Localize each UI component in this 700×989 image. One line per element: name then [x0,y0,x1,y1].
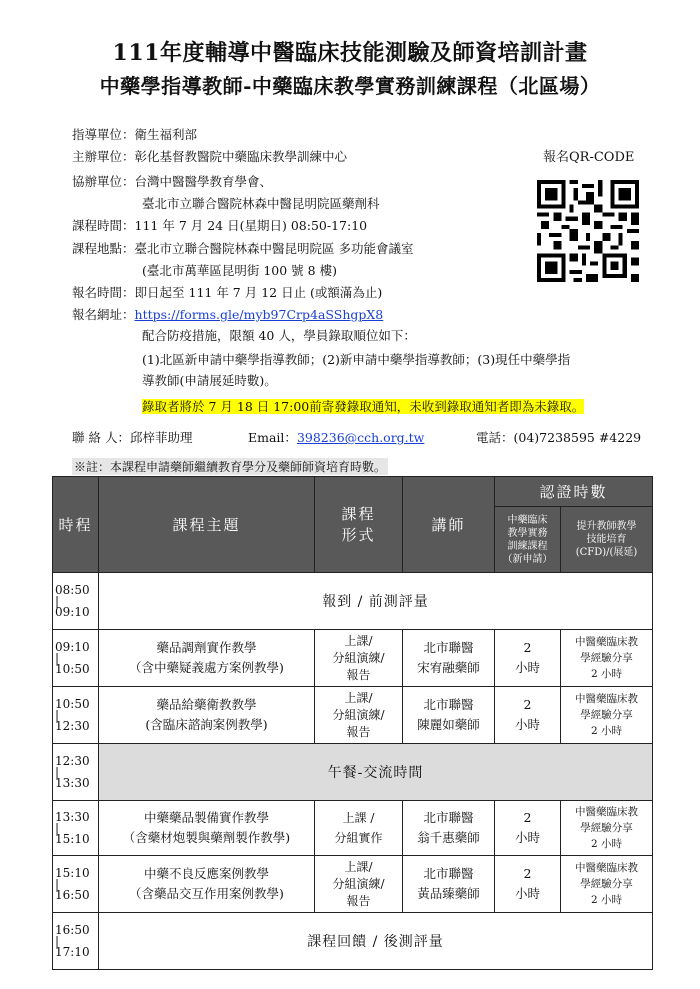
time-end: 12:30 [55,718,90,733]
time-start: 10:50 [55,696,90,711]
hours-unit: 小時 [514,717,540,732]
time-start: 15:10 [55,865,90,880]
format-line-3: 報告 [346,667,371,682]
full-row-label: 報到 / 前測評量 [99,573,653,630]
place-label: 課程地點： [72,241,135,256]
header-cert-new-line-1: 中藥臨床 [507,514,548,526]
hours-unit: 小時 [514,886,540,901]
cfd-line-2: 學經驗分享 [580,709,633,721]
format-line-2: 分組演練/ [332,707,385,722]
header-time: 時程 [53,477,99,573]
time-value: 111 年 7 月 24 日(星期日) 08:50-17:10 [134,218,368,233]
header-format-line-2: 形式 [341,525,376,544]
time-sep: | [55,820,60,835]
time-line [72,216,367,235]
format-cell [315,856,403,913]
header-cert: 認證時數 [495,477,653,507]
signup-url-link[interactable]: https://forms.gle/myb97Crp4aSShgpX8 [134,307,384,322]
place-value: 臺北市立聯合醫院林森中醫昆明院區 多功能會議室 [134,241,414,256]
format-line-1: 上課 / [342,811,375,825]
header-cert-new [495,507,561,573]
cfd-line-3: 2 小時 [590,668,623,680]
format-line-1: 上課/ [344,690,373,705]
format-cell [315,687,403,744]
hours-unit: 小時 [514,830,540,845]
table-row [53,573,653,630]
time-label: 課程時間： [72,218,135,233]
signup-label: 報名時間： [72,285,135,300]
format-line-1: 上課/ [344,859,373,874]
topic-title: 藥品調劑實作教學 [156,640,257,655]
phone-line [476,428,641,447]
time-cell [53,801,99,856]
speaker-org: 北市聯醫 [423,697,474,712]
header-cert-new-line-3: 訓練課程 [507,540,548,552]
time-end: 13:30 [55,775,90,790]
format-line-3: 報告 [346,893,371,908]
time-start: 08:50 [55,582,90,597]
organizer-label: 主辦單位： [72,149,135,164]
cfd-cell [561,856,653,913]
cfd-cell [561,687,653,744]
cfd-cell [561,801,653,856]
signup-value: 即日起至 111 年 7 月 12 日止 (或額滿為止) [134,285,383,300]
speaker-org: 北市聯醫 [423,640,474,655]
phone-label: 電話： [476,430,514,445]
header-topic: 課程主題 [99,477,315,573]
hours-value: 2 [523,866,532,881]
supervisor-label: 指導單位： [72,127,135,142]
organizer-line [72,147,347,166]
supervisor-line [72,125,197,144]
topic-cell [99,856,315,913]
cfd-line-3: 2 小時 [590,725,623,737]
time-start: 09:10 [55,639,90,654]
time-cell [53,744,99,801]
note-text: ※註：本課程申請藥師繼續教育學分及藥師師資培育時數。 [74,460,387,474]
schedule-table [52,476,653,970]
lunch-row-label: 午餐-交流時間 [99,744,653,801]
table-row [53,856,653,913]
table-row [53,630,653,687]
topic-detail: (含臨床諮詢案例教學) [145,717,268,732]
speaker-cell [403,856,495,913]
priority-text-1: (1)北區新申請中藥學指導教師；(2)新申請中藥學指導教師；(3)現任中藥學指 [142,352,571,367]
url-label: 報名網址： [72,307,135,322]
time-sep: | [55,876,60,891]
time-cell [53,913,99,970]
header-speaker: 講師 [403,477,495,573]
time-end: 09:10 [55,604,90,619]
header-cert-cfd-line-3: (CFD)/(展延) [575,547,638,558]
organizer-value: 彰化基督教醫院中藥臨床教學訓練中心 [134,149,348,164]
topic-cell [99,630,315,687]
topic-cell [99,687,315,744]
time-sep: | [55,764,60,779]
header-cert-cfd-line-1: 提升教師教學 [576,521,637,532]
notice-text [142,397,584,416]
header-cert-new-line-2: 教學實務 [507,527,548,539]
qr-label: 報名QR-CODE [543,150,635,165]
topic-title: 中藥不良反應案例教學 [143,866,269,881]
speaker-cell [403,687,495,744]
time-cell [53,687,99,744]
header-cert-cfd-line-2: 技能培育 [586,534,627,545]
time-start: 13:30 [55,809,90,824]
header-format-line-1: 課程 [341,504,376,523]
contact-value: 邱梓菲助理 [129,430,193,445]
hours-cell [495,801,561,856]
cfd-line-3: 2 小時 [590,838,623,850]
header-cert-cfd [561,507,653,573]
time-end: 16:50 [55,887,90,902]
topic-detail: （含藥材炮製與藥劑製作教學) [122,830,291,845]
cfd-line-3: 2 小時 [590,894,623,906]
cfd-line-1: 中醫藥臨床教 [575,806,638,818]
topic-detail: （含藥品交互作用案例教學) [129,886,284,901]
time-sep: | [55,933,60,948]
hours-unit: 小時 [514,660,540,675]
topic-title: 藥品給藥衛教教學 [156,697,257,712]
header-format [315,477,403,573]
header-cert-new-line-4: （新申請） [502,553,553,565]
qr-code-icon[interactable] [537,180,639,282]
time-sep: | [55,707,60,722]
priority-text-2: 導教師(申請展延時數)。 [142,373,277,388]
format-line-2: 分組演練/ [332,876,385,891]
table-row [53,801,653,856]
time-cell [53,573,99,630]
time-start: 12:30 [55,753,90,768]
speaker-name: 黃品臻藥師 [417,886,480,901]
hours-cell [495,856,561,913]
speaker-org: 北市聯醫 [423,866,474,881]
time-start: 16:50 [55,922,90,937]
time-cell [53,630,99,687]
time-sep: | [55,650,60,665]
cfd-line-1: 中醫藥臨床教 [575,693,638,705]
email-label: Email： [248,430,297,445]
time-end: 17:10 [55,944,90,959]
time-cell [53,856,99,913]
speaker-cell [403,630,495,687]
time-end: 10:50 [55,661,90,676]
contact-line [72,428,192,447]
time-sep: | [55,593,60,608]
format-cell [315,801,403,856]
page-title: 111年度輔導中醫臨床技能測驗及師資培訓計畫 [112,40,588,66]
hours-cell [495,630,561,687]
format-line-3: 報告 [346,724,371,739]
time-end: 15:10 [55,831,90,846]
phone-value: (04)7238595 #4229 [513,430,642,445]
supervisor-value: 衛生福利部 [134,127,198,142]
table-row [53,744,653,801]
cfd-line-2: 學經驗分享 [580,822,633,834]
co-organizer-value-2: 臺北市立聯合醫院林森中醫昆明院區藥劑科 [142,196,380,211]
hours-value: 2 [523,640,532,655]
email-link[interactable]: 398236@cch.org.tw [296,430,425,445]
contact-label: 聯 絡 人： [72,430,130,445]
format-line-2: 分組實作 [334,831,383,845]
hours-value: 2 [523,697,532,712]
table-row [53,687,653,744]
cfd-line-1: 中醫藥臨床教 [575,636,638,648]
topic-cell [99,801,315,856]
page-subtitle: 中藥學指導教師-中藥臨床教學實務訓練課程（北區場） [99,74,601,98]
topic-detail: （含中藥疑義處方案例教學) [129,660,284,675]
url-line [72,305,383,324]
table-row [53,913,653,970]
format-line-1: 上課/ [344,633,373,648]
hours-cell [495,687,561,744]
hours-value: 2 [523,810,532,825]
full-row-label: 課程回饋 / 後測評量 [99,913,653,970]
place-address: (臺北市萬華區昆明街 100 號 8 樓) [142,263,337,278]
signup-line [72,283,382,302]
notice-highlight: 錄取者將於 7 月 18 日 17:00前寄發錄取通知，未收到錄取通知者即為未錄取。 [142,399,585,414]
cfd-line-2: 學經驗分享 [580,878,633,890]
speaker-org: 北市聯醫 [423,810,474,825]
co-organizer-label: 協辦單位： [72,174,135,189]
co-organizer-value-1: 台灣中醫醫學教育學會、 [134,174,273,189]
format-line-2: 分組演練/ [332,650,385,665]
speaker-name: 翁千惠藥師 [417,830,480,845]
cfd-line-1: 中醫藥臨床教 [575,862,638,874]
place-line [72,239,414,258]
co-organizer-line [72,172,272,191]
topic-title: 中藥藥品製備實作教學 [143,810,269,825]
cfd-cell [561,630,653,687]
speaker-name: 陳麗如藥師 [417,717,480,732]
cfd-line-2: 學經驗分享 [580,652,633,664]
quota-text: 配合防疫措施，限額 40 人，學員錄取順位如下： [142,328,416,343]
speaker-name: 宋宥融藥師 [417,660,480,675]
speaker-cell [403,801,495,856]
format-cell [315,630,403,687]
email-line [248,428,424,447]
